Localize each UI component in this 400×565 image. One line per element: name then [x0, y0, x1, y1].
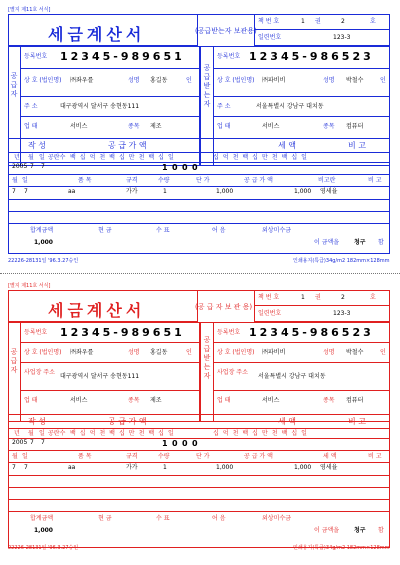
tax-digit-cols: 십억천백십만천백십일 [213, 154, 311, 161]
divider [8, 499, 390, 500]
write-day: 7 [41, 439, 45, 446]
divider [8, 438, 390, 439]
copy-type: (공 급 자 보 관 용) [195, 303, 253, 311]
receiver-name-value: 박철수 [346, 77, 364, 84]
receiver-seal: 인 [380, 77, 386, 84]
col-day: 일 [39, 154, 45, 161]
divider [8, 487, 390, 488]
item-price: 1,000 [216, 188, 234, 195]
tax-label: 세 액 [278, 141, 296, 150]
check-label: 수 표 [156, 227, 170, 234]
supplier-type-value: 서비스 [70, 123, 88, 130]
serial-label: 일련번호 [258, 310, 282, 317]
copy-type: (공급받는자 보관용) [195, 27, 257, 35]
divider [20, 362, 200, 363]
write-year: 2005 [12, 439, 28, 446]
supplier-trade-label: 상 호 (법인명) [24, 349, 62, 356]
total-label: 합계금액 [30, 515, 54, 522]
item-col-spec: 규격 [126, 177, 138, 184]
serial-value: 123-3 [333, 310, 351, 317]
serial-value: 123-3 [333, 34, 351, 41]
receiver-type-value: 서비스 [262, 397, 280, 404]
divider [8, 475, 390, 476]
write-label: 작 성 [28, 141, 46, 150]
supplier-trade-value: ㈜좌우를 [70, 77, 94, 84]
claim-suffix: 함 [378, 527, 384, 534]
supplier-item-label: 종목 [128, 123, 140, 130]
item-col-supply: 공 급 가 액 [244, 453, 273, 460]
receiver-item-value: 컴퓨터 [346, 397, 364, 404]
divider [213, 390, 390, 391]
book-page-unit: 호 [370, 18, 376, 25]
book-no: 1 [301, 18, 305, 25]
book-label: 책 번 호 [258, 294, 280, 301]
item-qty: 1 [163, 188, 167, 195]
supplier-item-value: 제조 [150, 123, 162, 130]
col-blank: 공란수 [48, 430, 66, 437]
receiver-trade-value: ㈜파비비 [262, 349, 286, 356]
divider [8, 462, 390, 463]
supplier-name-value: 홍길동 [150, 349, 168, 356]
divider [20, 322, 21, 422]
item-qty: 1 [163, 464, 167, 471]
footer-right: 인쇄용지(특급)34g/m2 182mm×128mm [293, 258, 390, 264]
book-unit: 권 [315, 294, 321, 301]
receiver-reg-no: 12345-986523 [249, 50, 374, 63]
divider [8, 174, 390, 175]
divider [20, 46, 21, 166]
item-month: 7 [12, 188, 16, 195]
divider [213, 96, 390, 97]
note-label: 비 고 [348, 141, 366, 150]
book-unit: 권 [315, 18, 321, 25]
divider [8, 211, 390, 212]
item-month: 7 [12, 464, 16, 471]
write-month: 7 [30, 163, 34, 170]
write-day: 7 [41, 163, 45, 170]
supply-digit: 0 [182, 439, 188, 448]
supplier-trade-value: ㈜좌우를 [70, 349, 94, 356]
write-year: 2005 [12, 163, 28, 170]
receiver-trade-label: 상 호 (법인명) [217, 77, 255, 84]
divider [213, 46, 214, 166]
supply-digit-cols: 백십억천백십만천백십일 [70, 154, 178, 161]
receiver-reg-label: 등록번호 [217, 329, 241, 336]
total-label: 합계금액 [30, 227, 54, 234]
bill-label: 어 음 [212, 227, 226, 234]
supply-digit: 0 [192, 439, 198, 448]
book-page: 2 [341, 294, 345, 301]
supplier-type-label: 업 태 [24, 123, 38, 130]
item-name: aa [68, 188, 76, 195]
item-price: 1,000 [216, 464, 234, 471]
claim-suffix: 함 [378, 239, 384, 246]
supplier-reg-label: 등록번호 [24, 329, 48, 336]
item-tax: 1,000 [294, 464, 312, 471]
divider [8, 223, 390, 224]
invoice-title: 세금계산서 [48, 301, 146, 320]
receiver-side-label: 공급받는자 [203, 64, 211, 108]
supply-digit-cols: 백십억천백십만천백십일 [70, 430, 178, 437]
supplier-side-label: 공급자 [10, 348, 18, 374]
item-note: 영세율 [320, 188, 338, 195]
receiver-seal: 인 [380, 349, 386, 356]
divider [213, 322, 214, 422]
divider [8, 199, 390, 200]
invoice-title: 세금계산서 [48, 25, 146, 44]
supplier-type-label: 업 태 [24, 397, 38, 404]
col-month: 월 [28, 430, 34, 437]
footer-right: 인쇄용지(특급)34g/m2 182mm×128mm [293, 545, 390, 551]
item-spec: 가가 [126, 464, 138, 471]
receiver-name-label: 성명 [323, 77, 335, 84]
receiver-name-value: 박철수 [346, 349, 364, 356]
supplier-side-label: 공급자 [10, 72, 18, 98]
receiver-type-label: 업 태 [217, 123, 231, 130]
book-no: 1 [301, 294, 305, 301]
supplier-type-value: 서비스 [70, 397, 88, 404]
book-page: 2 [341, 18, 345, 25]
credit-label: 외상미수금 [262, 227, 291, 234]
item-col-qty: 수량 [158, 453, 170, 460]
supplier-address-value: 대구광역시 달서구 송현동111 [60, 373, 140, 380]
write-month: 7 [30, 439, 34, 446]
bill-label: 어 음 [212, 515, 226, 522]
item-col-spec: 규격 [126, 453, 138, 460]
receiver-reg-no: 12345-986523 [249, 326, 374, 339]
receiver-item-label: 종목 [323, 123, 335, 130]
divider [20, 390, 200, 391]
supply-label: 공 급 가 액 [108, 141, 147, 150]
item-col-note: 비고란 [318, 177, 336, 184]
divider [213, 342, 390, 343]
supplier-reg-label: 등록번호 [24, 53, 48, 60]
receiver-address-value: 서울특별시 강남구 대치동 [258, 373, 326, 380]
col-year: 년 [14, 430, 20, 437]
item-col-name: 품 목 [78, 177, 92, 184]
note-label: 비 고 [348, 417, 366, 426]
item-col-month: 월 [12, 177, 18, 184]
item-col-day: 일 [22, 177, 28, 184]
receiver-biz-place-label: 사업장 주소 [217, 369, 248, 376]
cut-line [0, 273, 400, 274]
item-col-note: 비 고 [368, 453, 382, 460]
cash-label: 현 금 [98, 515, 112, 522]
divider [8, 186, 390, 187]
form-note: [별지 제11호 서식] [8, 7, 51, 13]
divider [8, 138, 390, 139]
item-col-price: 단 가 [196, 453, 210, 460]
supplier-seal: 인 [186, 349, 192, 356]
write-label: 작 성 [28, 417, 46, 426]
item-spec: 가가 [126, 188, 138, 195]
item-day: 7 [24, 188, 28, 195]
supplier-item-value: 제조 [150, 397, 162, 404]
supplier-reg-no: 12345-989651 [60, 326, 185, 339]
claim-label: 청구 [354, 239, 366, 246]
supply-digit: 0 [182, 163, 188, 172]
total-value: 1,000 [34, 239, 53, 246]
supplier-address-label: 주 소 [24, 103, 38, 110]
item-col-note2: 비 고 [368, 177, 382, 184]
col-blank: 공란수 [48, 154, 66, 161]
this-amount: 이 금액을 [314, 527, 340, 534]
serial-label: 일련번호 [258, 34, 282, 41]
item-day: 7 [24, 464, 28, 471]
supply-label: 공 급 가 액 [108, 417, 147, 426]
supply-digit: 0 [172, 163, 178, 172]
item-name: aa [68, 464, 76, 471]
this-amount: 이 금액을 [314, 239, 340, 246]
divider [20, 68, 200, 69]
tax-label: 세 액 [278, 417, 296, 426]
item-supply: 1,000 [294, 188, 312, 195]
check-label: 수 표 [156, 515, 170, 522]
col-month: 월 [28, 154, 34, 161]
cash-label: 현 금 [98, 227, 112, 234]
supplier-biz-place-label: 사업장 주소 [24, 369, 55, 376]
tax-digit-cols: 십억천백십만천백십일 [213, 430, 311, 437]
col-day: 일 [39, 430, 45, 437]
divider [8, 428, 390, 429]
credit-label: 외상미수금 [262, 515, 291, 522]
divider [213, 116, 390, 117]
supplier-address-value: 대구광역시 달서구 송현동111 [60, 103, 140, 110]
item-note: 영세율 [320, 464, 338, 471]
receiver-side-label: 공급받는자 [203, 336, 211, 380]
item-col-tax: 세 액 [323, 453, 337, 460]
divider [8, 162, 390, 163]
supplier-name-value: 홍길동 [150, 77, 168, 84]
divider [8, 511, 390, 512]
supplier-copy-invoice [8, 282, 390, 552]
supply-digit: 1 [162, 439, 168, 448]
receiver-type-value: 서비스 [262, 123, 280, 130]
supply-digit: 1 [162, 163, 168, 172]
footer-left: 22226-28131일 '96.3.27승인 [8, 545, 79, 551]
divider [8, 414, 390, 415]
divider [20, 342, 200, 343]
supplier-name-label: 성명 [128, 77, 140, 84]
receiver-name-label: 성명 [323, 349, 335, 356]
divider [213, 362, 390, 363]
item-col-price: 단 가 [196, 177, 210, 184]
book-label: 책 번 호 [258, 18, 280, 25]
receiver-item-value: 컴퓨터 [346, 123, 364, 130]
form-note: [별지 제11호 서식] [8, 283, 51, 289]
divider [8, 152, 390, 153]
supplier-seal: 인 [186, 77, 192, 84]
supply-digit: 0 [192, 163, 198, 172]
divider [20, 116, 200, 117]
receiver-item-label: 종목 [323, 397, 335, 404]
total-value: 1,000 [34, 527, 53, 534]
receiver-trade-value: ㈜파비비 [262, 77, 286, 84]
divider [213, 68, 390, 69]
item-col-name: 품 목 [78, 453, 92, 460]
supplier-name-label: 성명 [128, 349, 140, 356]
divider [20, 96, 200, 97]
item-col-supply: 공 급 가 액 [244, 177, 273, 184]
supply-digit: 0 [172, 439, 178, 448]
receiver-copy-invoice [8, 6, 390, 262]
receiver-trade-label: 상 호 (법인명) [217, 349, 255, 356]
supplier-item-label: 종목 [128, 397, 140, 404]
receiver-address-value: 서울특별시 강남구 대치동 [256, 103, 324, 110]
claim-label: 청구 [354, 527, 366, 534]
item-col-day: 일 [22, 453, 28, 460]
item-col-qty: 수량 [158, 177, 170, 184]
receiver-type-label: 업 태 [217, 397, 231, 404]
book-page-unit: 호 [370, 294, 376, 301]
item-col-month: 월 [12, 453, 18, 460]
col-year: 년 [14, 154, 20, 161]
receiver-address-label: 주 소 [217, 103, 231, 110]
divider [8, 450, 390, 451]
supplier-reg-no: 12345-989651 [60, 50, 185, 63]
supplier-trade-label: 상 호 (법인명) [24, 77, 62, 84]
receiver-reg-label: 등록번호 [217, 53, 241, 60]
footer-left: 22226-28131일 '96.3.27승인 [8, 258, 79, 264]
